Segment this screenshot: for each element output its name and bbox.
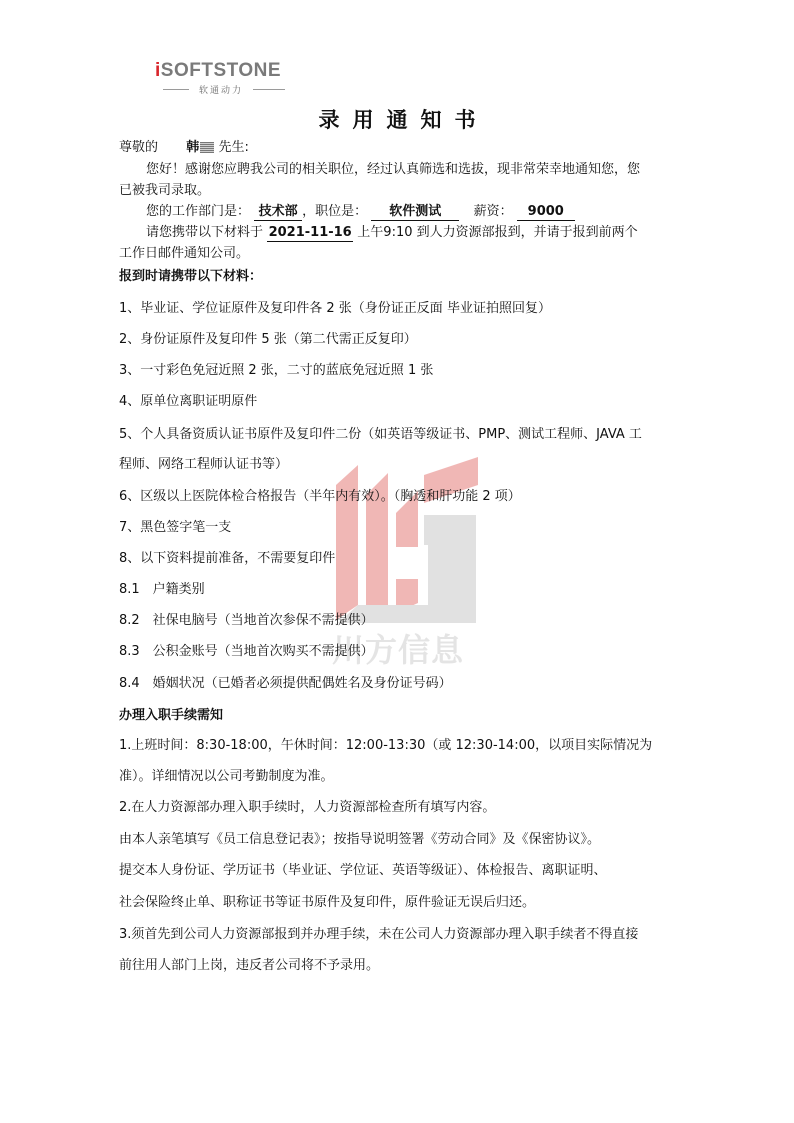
logo-rule-left [163,89,189,90]
list-item: 1.上班时间：8:30-18:00，午休时间：12:00-13:30（或 12:30-14:00，以项目实际情况为 [119,738,653,753]
position-value: 软件测试 [371,204,459,221]
watermark-logo [318,455,478,669]
list-item: 7、黑色签字笔一支 [119,520,232,535]
list-item: 4、原单位离职证明原件 [119,394,258,409]
redaction-mask [200,142,214,153]
report-line-2: 工作日邮件通知公司。 [119,246,250,261]
list-item: 8.2 社保电脑号（当地首次参保不需提供） [119,613,374,628]
list-item: 1、毕业证、学位证原件及复印件各 2 张（身份证正反面 毕业证拍照回复） [119,301,551,316]
list-item: 2.在人力资源部办理入职手续时，人力资源部检查所有填写内容。 [119,800,496,815]
materials-heading: 报到时请携带以下材料： [119,269,263,284]
list-item: 由本人亲笔填写《员工信息登记表》；按指导说明签署《劳动合同》及《保密协议》。 [119,832,601,847]
list-item: 5、个人具备资质认证书原件及复印件二份（如英语等级证书、PMP、测试工程师、JAVA 工 [119,427,642,442]
list-item: 8、以下资料提前准备，不需要复印件 [119,551,336,566]
greeting-line: 尊敬的 韩 先生: [119,140,249,155]
list-item: 社会保险终止单、职称证书等证书原件及复印件，原件验证无误后归还。 [119,895,536,910]
candidate-name: 韩 [186,139,214,157]
list-item: 8.4 婚姻状况（已婚者必须提供配偶姓名及身份证号码） [119,676,452,691]
intro-line-2: 已被我司录取。 [119,183,211,198]
company-logo [155,60,290,100]
list-item: 8.3 公积金账号（当地首次购买不需提供） [119,644,374,659]
salary-value: 9000 [517,204,575,221]
list-item: 3、一寸彩色免冠近照 2 张，二寸的蓝底免冠近照 1 张 [119,363,434,378]
onboarding-heading: 办理入职手续需知 [119,708,224,723]
list-item: 准）。详细情况以公司考勤制度为准。 [119,769,334,784]
list-item: 程师、网络工程师认证书等） [119,457,289,472]
logo-subtitle: 软通动力 [198,86,243,96]
list-item: 提交本人身份证、学历证书（毕业证、学位证、英语等级证）、体检报告、离职证明、 [119,863,607,878]
page-title: 录用通知书 [318,108,489,132]
logo-wordmark: iSOFTSTONE [155,60,282,81]
logo-rule-right [253,89,285,90]
report-date: 2021-11-16 [268,225,352,240]
list-item: 前往用人部门上岗，违反者公司将不予录用。 [119,958,380,973]
department-value: 技术部 [254,204,302,221]
list-item: 3.须首先到公司人力资源部报到并办理手续，未在公司人力资源部办理入职手续者不得直接 [119,927,639,942]
job-details-line: 您的工作部门是： 技术部 ，职位是： 软件测试 薪资： 9000 [146,203,575,221]
list-item: 8.1 户籍类别 [119,582,205,597]
list-item: 2、身份证原件及复印件 5 张（第二代需正反复印） [119,332,417,347]
watermark-text: 川方信息 [331,631,464,669]
intro-line-1: 您好！感谢您应聘我公司的相关职位，经过认真筛选和选拔，现非常荣幸地通知您，您 [146,162,641,177]
list-item: 6、区级以上医院体检合格报告（半年内有效）。（胸透和肝功能 2 项） [119,489,521,504]
report-line-1: 请您携带以下材料于 2021-11-16 上午9:10 到人力资源部报到，并请于报到前两个 [146,225,638,240]
